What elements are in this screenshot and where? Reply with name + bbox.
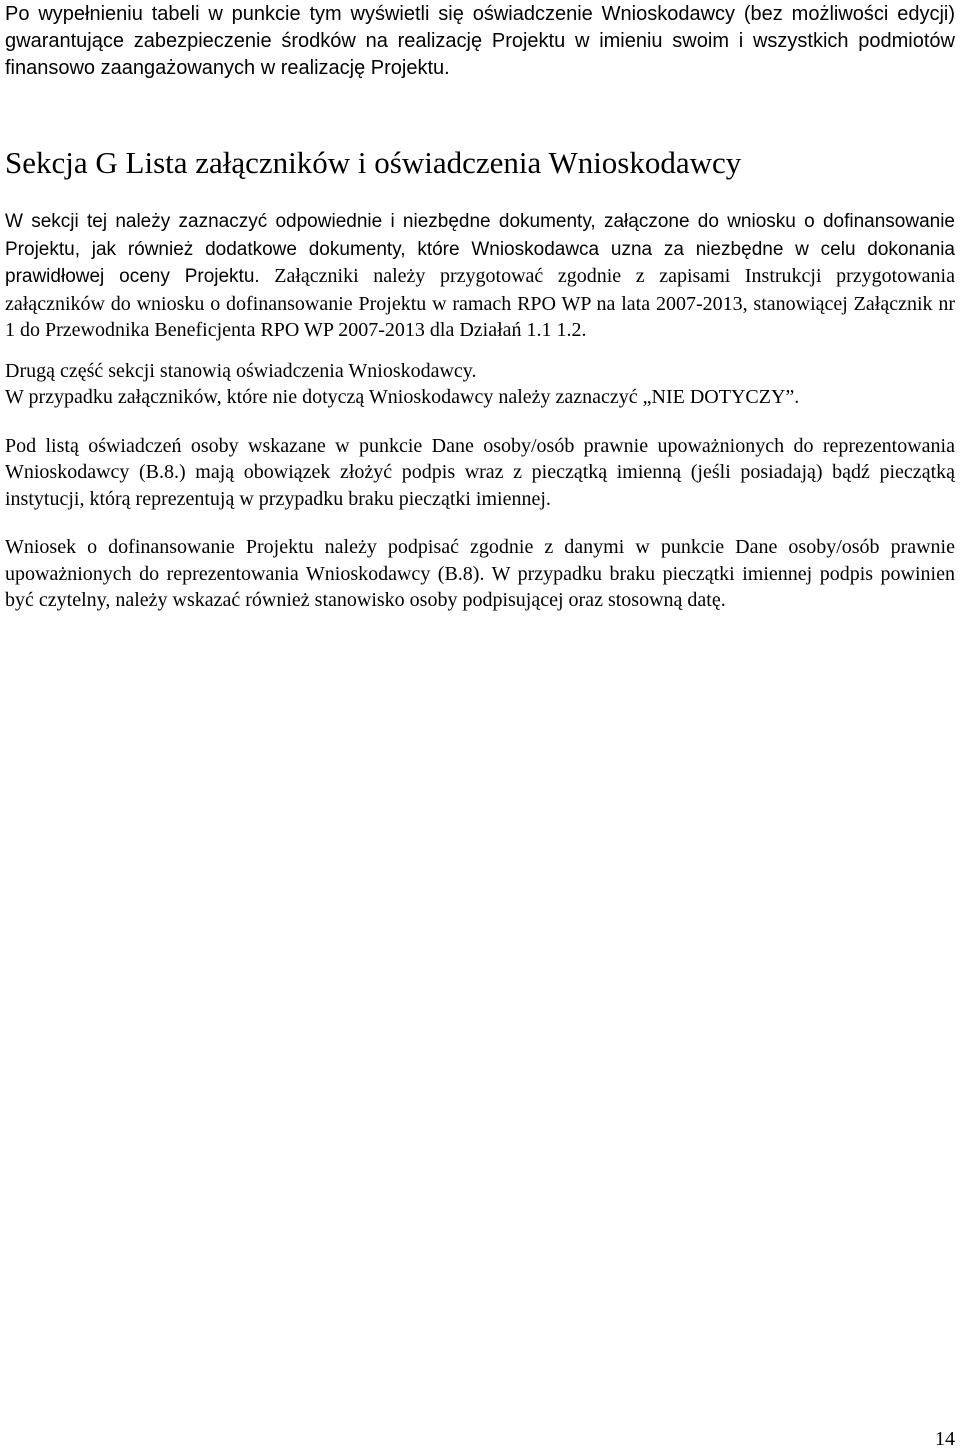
attachments-paragraph (5, 208, 955, 344)
intro-paragraph: Po wypełnieniu tabeli w punkcie tym wyświetli się oświadczenie Wnioskodawcy (bez możliwości edycji) gwarantujące zabezpieczenie środków na realizację Projektu w imieniu swoim i wszystkich podmiotów finansowo zaangażowanych w realizację Projektu. (5, 3, 955, 79)
signature-paragraph: Pod listą oświadczeń osoby wskazane w punkcie Dane osoby/osób prawnie upoważnionych do reprezentowania Wnioskodawcy (B.8.) mają obowiązek złożyć podpis wraz z pieczątką imienną (jeśli posiadają) bądź pieczątką instytucji, którą reprezentują w przypadku braku pieczątki imiennej. (5, 434, 955, 510)
document-page (5, 0, 955, 611)
attachments-instructions-text: Załączniki należy przygotować zgodnie z zapisami Instrukcji przygotowania załączników do wniosku o dofinansowanie Projektu w ramach RPO WP na lata 2007-2013, stanowiącej Załącznik nr 1 do Przewodnika Beneficjenta RPO WP 2007-2013 dla Działań 1.1 1.2. (5, 265, 955, 341)
declarations-line: Drugą część sekcji stanowią oświadczenia Wnioskodawcy. (5, 359, 477, 382)
not-applicable-line: W przypadku załączników, które nie dotyczą Wnioskodawcy należy zaznaczyć „NIE DOTYCZY”. (5, 386, 800, 408)
page-number: 14 (935, 1428, 955, 1450)
attachments-intro-text: W sekcji tej należy zaznaczyć odpowiednie i niezbędne dokumenty, załączone do wniosku o dofinansowanie Projektu, jak również dodatkowe dokumenty, które Wnioskodawca uzna za niezbędne w celu dokonania prawidłowej oceny Projektu. (5, 211, 955, 287)
application-signing-paragraph: Wniosek o dofinansowanie Projektu należy podpisać zgodnie z danymi w punkcie Dane osoby/osób prawnie upoważnionych do reprezentowania Wnioskodawcy (B.8). W przypadku braku pieczątki imiennej podpis powinien być czytelny, należy wskazać również stanowisko osoby podpisującej oraz stosowną datę. (5, 536, 955, 611)
section-heading: Sekcja G Lista załączników i oświadczenia Wnioskodawcy (5, 145, 742, 180)
section-body (5, 208, 955, 614)
